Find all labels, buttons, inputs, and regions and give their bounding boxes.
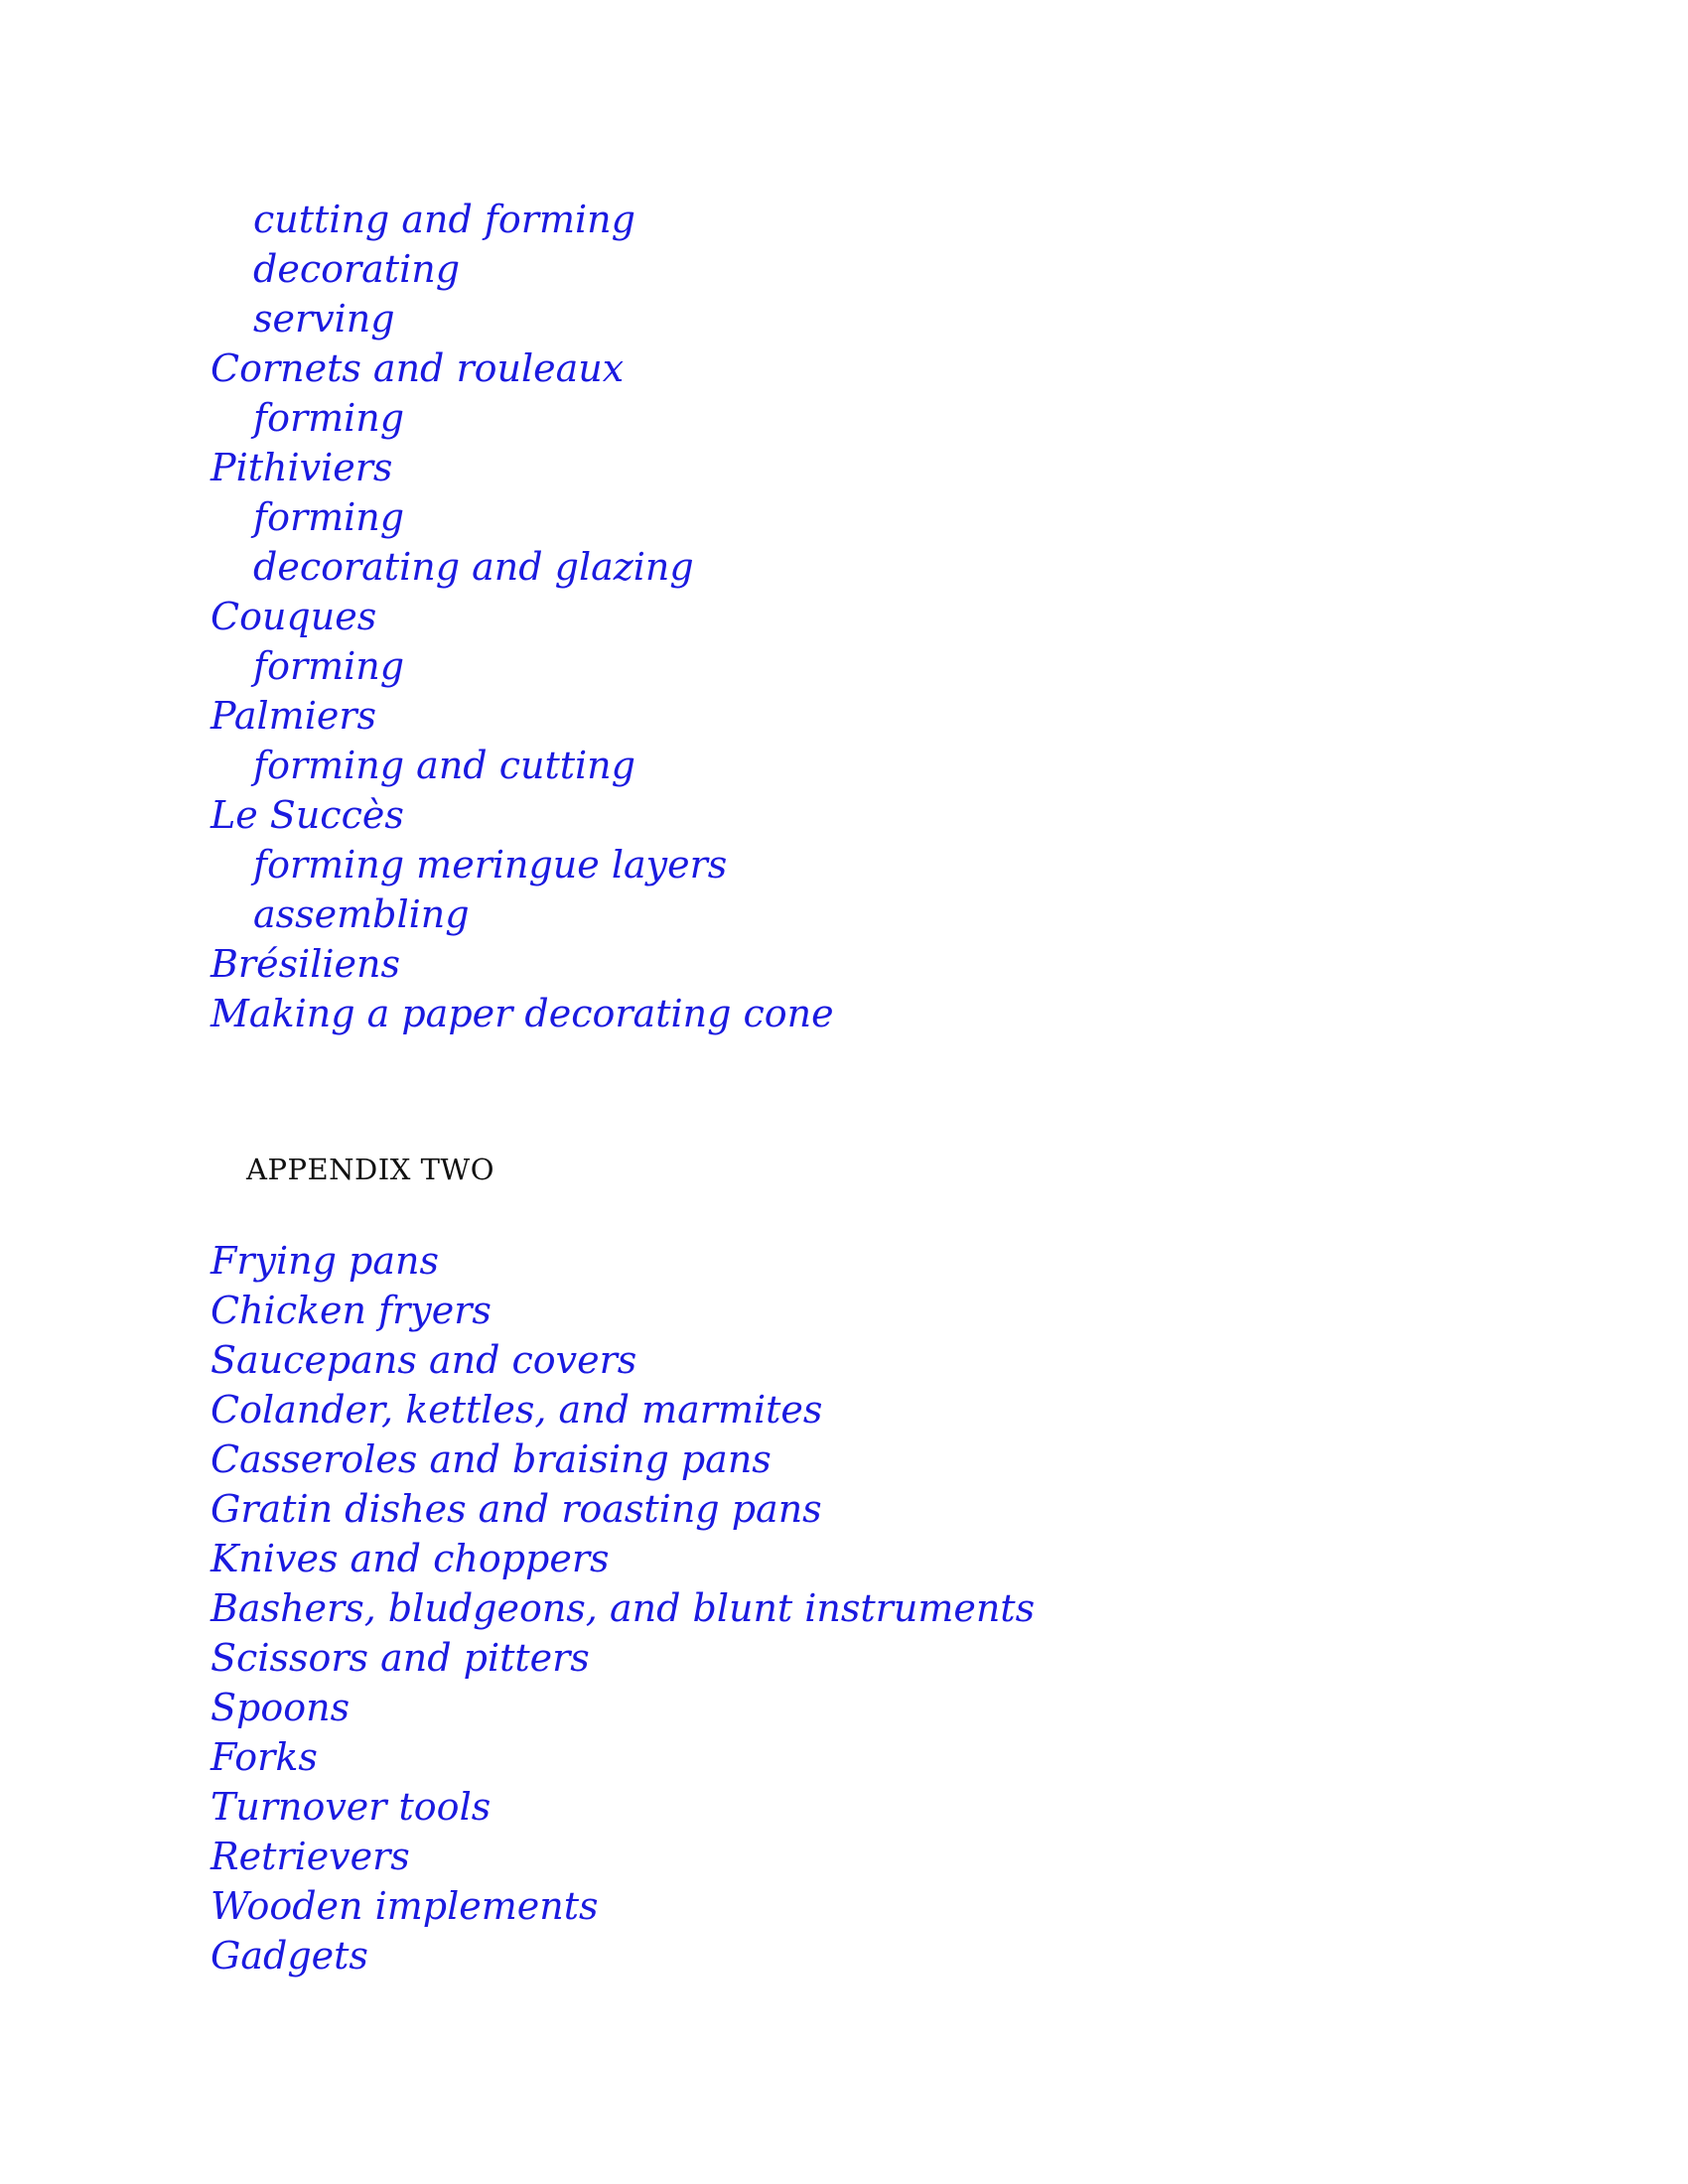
toc-list-top (211, 195, 834, 1038)
toc-link-saucepans-and-covers[interactable]: Saucepans and covers (211, 1338, 637, 1382)
toc-link-scissors-and-pitters[interactable]: Scissors and pitters (211, 1636, 590, 1680)
toc-link-turnover-tools[interactable]: Turnover tools (211, 1785, 492, 1829)
toc-link-forks[interactable]: Forks (211, 1735, 318, 1779)
toc-link-serving[interactable]: serving (253, 297, 395, 341)
toc-link-pithiviers-forming[interactable]: forming (253, 495, 405, 539)
toc-link-knives-and-choppers[interactable]: Knives and choppers (211, 1537, 610, 1580)
toc-list-appendix-two (211, 1236, 1035, 1980)
toc-link-spoons[interactable]: Spoons (211, 1686, 351, 1729)
toc-link-forming-and-cutting[interactable]: forming and cutting (253, 744, 635, 787)
toc-link-retrievers[interactable]: Retrievers (211, 1835, 410, 1878)
toc-link-cornets-and-rouleaux[interactable]: Cornets and rouleaux (211, 346, 625, 390)
toc-link-couques[interactable]: Couques (211, 595, 377, 638)
toc-link-forming-meringue-layers[interactable]: forming meringue layers (253, 843, 728, 887)
toc-link-gadgets[interactable]: Gadgets (211, 1934, 368, 1978)
toc-link-wooden-implements[interactable]: Wooden implements (211, 1884, 599, 1928)
toc-link-couques-forming[interactable]: forming (253, 644, 405, 688)
toc-link-casseroles-braising-pans[interactable]: Casseroles and braising pans (211, 1437, 772, 1481)
toc-link-assembling[interactable]: assembling (253, 892, 470, 936)
toc-link-decorating[interactable]: decorating (253, 247, 461, 291)
toc-link-paper-decorating-cone[interactable]: Making a paper decorating cone (211, 992, 834, 1035)
toc-link-pithiviers[interactable]: Pithiviers (211, 446, 393, 489)
toc-link-bashers-bludgeons[interactable]: Bashers, bludgeons, and blunt instruments (211, 1586, 1036, 1630)
toc-link-cornets-forming[interactable]: forming (253, 396, 405, 440)
toc-link-gratin-dishes-roasting-pans[interactable]: Gratin dishes and roasting pans (211, 1487, 822, 1531)
toc-link-decorating-and-glazing[interactable]: decorating and glazing (253, 545, 694, 589)
toc-link-colander-kettles-marmites[interactable]: Colander, kettles, and marmites (211, 1388, 823, 1432)
toc-link-cutting-and-forming[interactable]: cutting and forming (253, 198, 635, 241)
toc-link-le-succes[interactable]: Le Succès (211, 793, 404, 837)
toc-link-palmiers[interactable]: Palmiers (211, 694, 377, 738)
toc-link-bresiliens[interactable]: Brésiliens (211, 942, 401, 986)
toc-link-frying-pans[interactable]: Frying pans (211, 1239, 439, 1283)
toc-link-chicken-fryers[interactable]: Chicken fryers (211, 1289, 492, 1332)
appendix-two-heading: APPENDIX TWO (246, 1153, 495, 1186)
